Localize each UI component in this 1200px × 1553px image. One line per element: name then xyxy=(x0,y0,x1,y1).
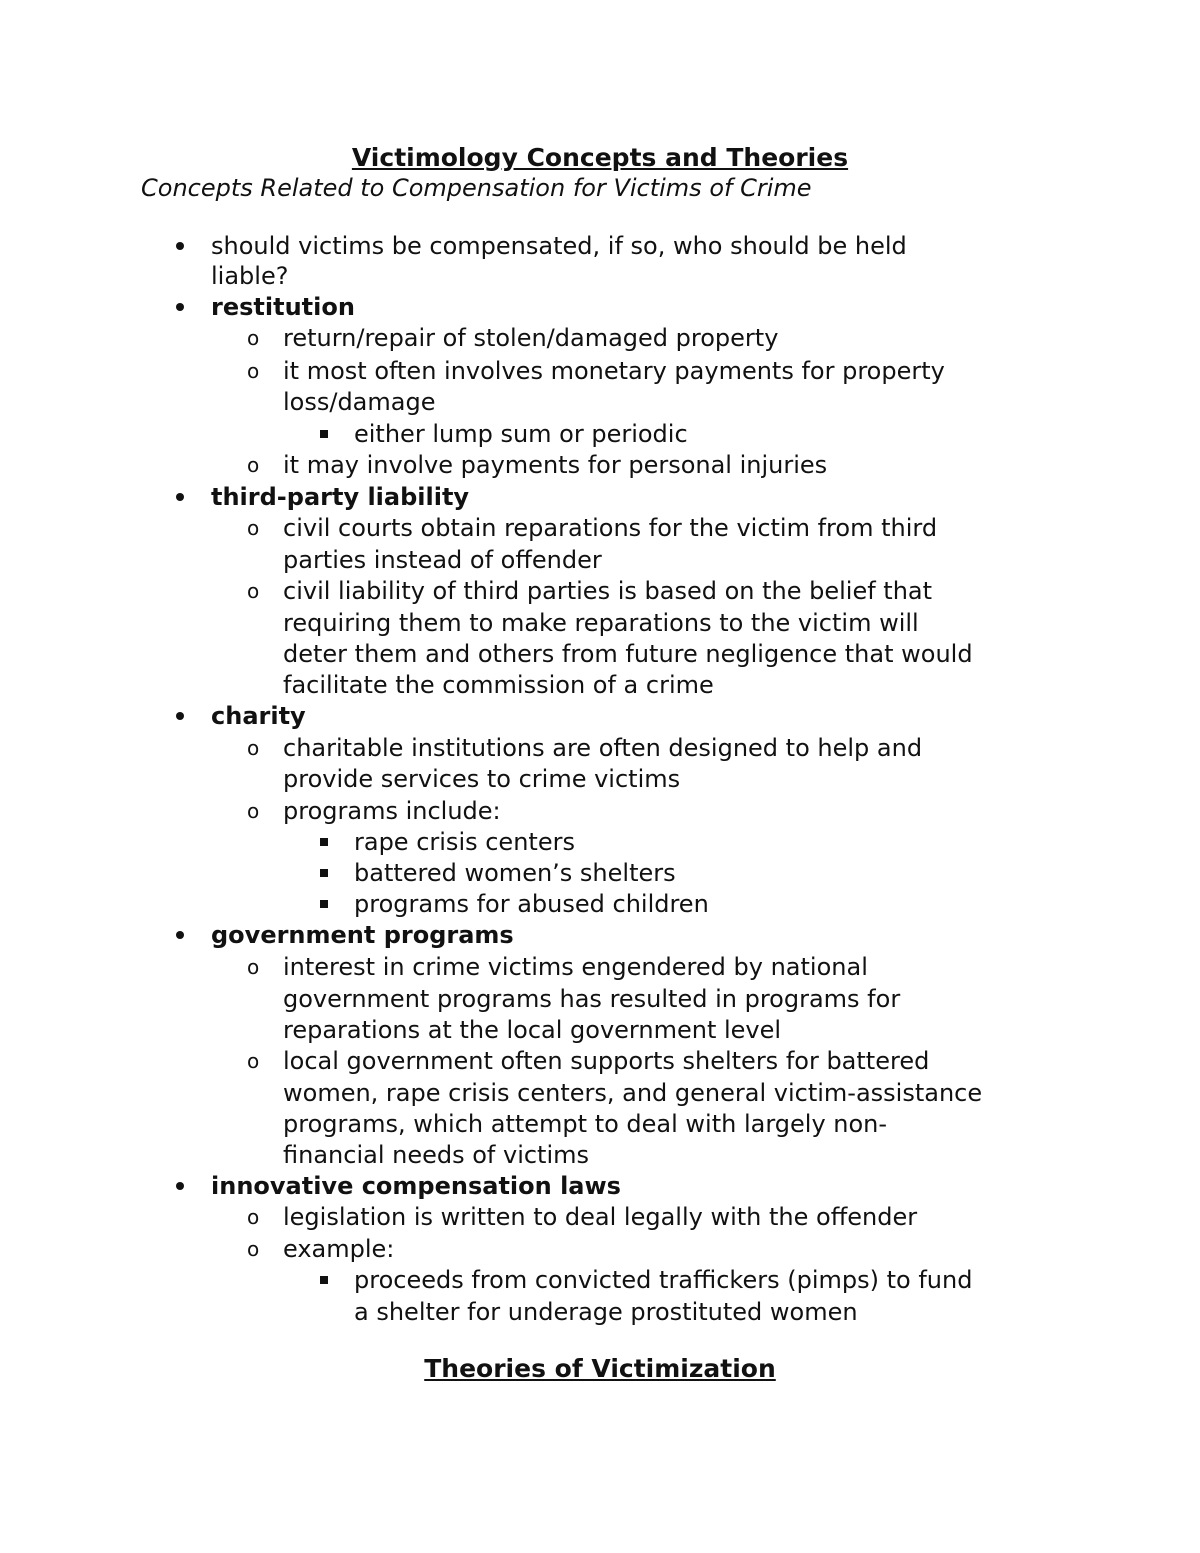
list-item-text: return/repair of stolen/damaged property xyxy=(283,324,779,352)
list-item-text: either lump sum or periodic xyxy=(354,420,688,448)
document-subtitle: Concepts Related to Compensation for Victims of Crime xyxy=(141,174,812,202)
heading-government-programs: government programs xyxy=(211,921,514,949)
list-item-text: civil courts obtain reparations for the victim from third xyxy=(283,514,938,542)
list-item-text: it may involve payments for personal injuries xyxy=(283,451,828,479)
circle-bullet-icon: o xyxy=(247,453,260,477)
bullet-icon xyxy=(176,931,184,939)
circle-bullet-icon: o xyxy=(247,516,260,540)
heading-third-party-liability: third-party liability xyxy=(211,483,470,511)
list-item-text: civil liability of third parties is based on the belief that xyxy=(283,577,933,605)
square-bullet-icon xyxy=(320,869,328,877)
list-item-text: programs include: xyxy=(283,797,501,825)
list-item-text: reparations at the local government level xyxy=(283,1016,782,1044)
square-bullet-icon xyxy=(320,430,328,438)
square-bullet-icon xyxy=(320,900,328,908)
bullet-icon xyxy=(176,303,184,311)
square-bullet-icon xyxy=(320,838,328,846)
bullet-icon xyxy=(176,1182,184,1190)
circle-bullet-icon: o xyxy=(247,1049,260,1073)
list-item-text: should victims be compensated, if so, who should be held xyxy=(211,232,907,260)
list-item-text: example: xyxy=(283,1235,395,1263)
document-title: Victimology Concepts and Theories xyxy=(351,143,849,172)
heading-charity: charity xyxy=(211,702,306,730)
list-item-text: government programs has resulted in programs for xyxy=(283,985,901,1013)
list-item-text: loss/damage xyxy=(283,388,436,416)
circle-bullet-icon: o xyxy=(247,1205,260,1229)
circle-bullet-icon: o xyxy=(247,359,260,383)
list-item-text: battered women’s shelters xyxy=(354,859,676,887)
list-item-text: local government often supports shelters for battered xyxy=(283,1047,930,1075)
heading-restitution: restitution xyxy=(211,293,355,321)
square-bullet-icon xyxy=(320,1276,328,1284)
circle-bullet-icon: o xyxy=(247,799,260,823)
bullet-icon xyxy=(176,493,184,501)
bullet-icon xyxy=(176,242,184,250)
circle-bullet-icon: o xyxy=(247,1237,260,1261)
list-item-text: deter them and others from future negligence that would xyxy=(283,640,973,668)
list-item-text: a shelter for underage prostituted women xyxy=(354,1298,858,1326)
list-item-text: it most often involves monetary payments for property xyxy=(283,357,945,385)
section-title: Theories of Victimization xyxy=(424,1354,776,1383)
list-item-text: interest in crime victims engendered by national xyxy=(283,953,868,981)
list-item-text: women, rape crisis centers, and general victim-assistance xyxy=(283,1079,983,1107)
circle-bullet-icon: o xyxy=(247,736,260,760)
list-item-text: liable? xyxy=(211,262,289,290)
circle-bullet-icon: o xyxy=(247,579,260,603)
list-item-text: requiring them to make reparations to the victim will xyxy=(283,609,919,637)
list-item-text: provide services to crime victims xyxy=(283,765,681,793)
list-item-text: charitable institutions are often designed to help and xyxy=(283,734,923,762)
list-item-text: programs, which attempt to deal with largely non- xyxy=(283,1110,888,1138)
list-item-text: programs for abused children xyxy=(354,890,709,918)
bullet-icon xyxy=(176,712,184,720)
list-item-text: parties instead of offender xyxy=(283,546,602,574)
circle-bullet-icon: o xyxy=(247,326,260,350)
list-item-text: proceeds from convicted traffickers (pimps) to fund xyxy=(354,1266,973,1294)
list-item-text: rape crisis centers xyxy=(354,828,575,856)
heading-innovative-compensation-laws: innovative compensation laws xyxy=(211,1172,621,1200)
list-item-text: financial needs of victims xyxy=(283,1141,590,1169)
list-item-text: facilitate the commission of a crime xyxy=(283,671,714,699)
circle-bullet-icon: o xyxy=(247,955,260,979)
list-item-text: legislation is written to deal legally with the offender xyxy=(283,1203,918,1231)
